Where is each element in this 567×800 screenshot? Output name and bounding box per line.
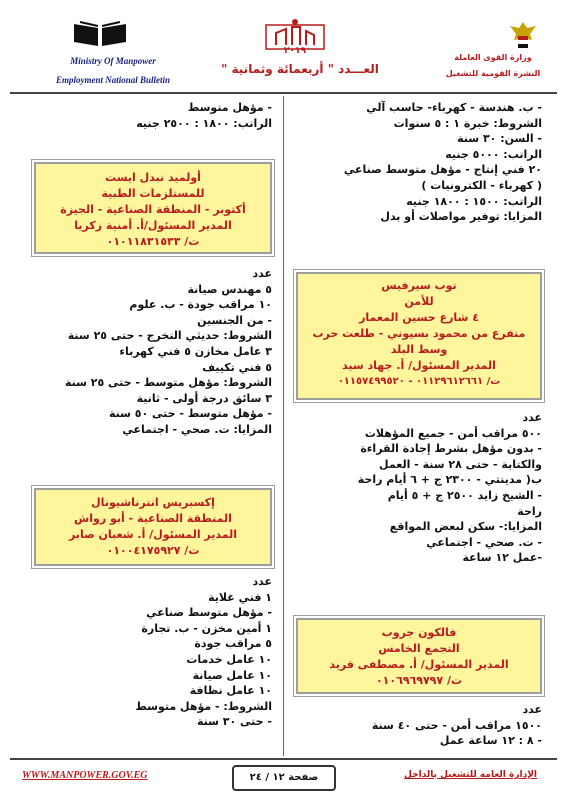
page-header (0, 0, 567, 92)
column-divider (283, 96, 284, 756)
text-line: ٥ فني تكييف (202, 360, 272, 374)
ministry-arabic: وزارة القوى العاملة (454, 53, 532, 62)
left-bottom-block (22, 574, 272, 730)
page-number: صفحة ١٢ / ٢٤ (232, 765, 336, 791)
text-line: والكتابة - حتى ٢٨ سنة - العمل (379, 457, 542, 471)
text-line: الشروط: خبرة ١ : ٥ سنوات (393, 116, 542, 130)
text-line: ٥ مهندس صيانة (187, 282, 272, 296)
ad-company-name: فالكون جروب (381, 626, 457, 639)
footer-organization: الإدارة العامة للتشغيل بالداخل (404, 770, 537, 780)
ad-company-name: أولميد نبدل ايست (105, 171, 201, 184)
text-line: - مؤهل متوسط (187, 101, 272, 114)
ad-line: أكتوبر - المنطقة الصناعية - الجيزة (60, 203, 246, 216)
ad-phone: ت/ ٠١٠٦٩٦٩٧٩٧ (375, 674, 463, 687)
ad-phone: ت/ ٠١٠١١٨٣١٥٣٣ (106, 235, 200, 248)
text-line: ( كهرباء - الكترونيات ) (421, 178, 542, 192)
ad-phone: ت/ ٠١١٢٩٦١٢٦٦١ - ٠١١٥٧٤٩٩٥٢٠ (337, 376, 501, 387)
bulletin-arabic: النشرة القومية للتشغيل (445, 69, 541, 78)
text-line: - ت. صحي - اجتماعي (426, 535, 542, 549)
text-line: - مؤهل متوسط صناعي (146, 606, 272, 620)
text-line: عدد (252, 575, 272, 588)
ad-line: ٤ شارع حسين المعمار (359, 311, 479, 324)
text-line: ٣ سائق درجة أولى - ثانية (136, 391, 272, 405)
ad-line: للأمن (404, 295, 434, 308)
text-line: المزايا: توفير مواصلات أو بدل (380, 210, 542, 224)
eagle-emblem (508, 20, 538, 54)
ad-line: للمستلزمات الطبية (101, 187, 205, 200)
text-line: - حتى ٣٠ سنة (196, 715, 272, 729)
text-line: ٥ مراقب جودة (194, 637, 272, 651)
ad-box-olmed (34, 162, 272, 254)
text-line: ١٠ عامل صيانة (192, 668, 272, 682)
ad-line: التجمع الخامس (378, 642, 460, 655)
ad-manager: المدير المسئول/ أ. مصطفى فريد (329, 658, 509, 671)
left-mid-block (22, 266, 272, 438)
text-line: ١٠ مراقب جودة - ب. علوم (129, 298, 272, 312)
ministry-english: Ministry Of Manpower (70, 56, 156, 66)
header-english-titles (28, 52, 198, 90)
text-line: - مؤهل متوسط - حتى ٥٠ سنة (108, 407, 272, 421)
text-line: الراتب: ٥٠٠٠ جنيه (445, 147, 542, 161)
text-line: ١ أمين مخزن - ب. تجارة (141, 621, 272, 635)
ad-line: متفرع من محمود بسيوني - طلعت حرب (312, 327, 526, 340)
text-line: ب( مدينتي - ٢٣٠٠ ج + ٦ أيام راحة (357, 473, 542, 487)
text-line: ١٥٠٠ مراقب أمن - حتى ٤٠ سنة (371, 718, 542, 732)
text-line: راحة (517, 504, 542, 518)
text-line: الشروط: مؤهل متوسط - حتى ٢٥ سنة (64, 376, 272, 390)
ad-line: المنطقة الصناعية - أبو رواش (74, 512, 232, 525)
header-arabic-titles (433, 50, 553, 82)
text-line: - من الجنسين (197, 313, 272, 327)
text-line: الشروط: حديثي التخرج - حتى ٢٥ سنة (67, 329, 272, 343)
text-line: عدد (522, 703, 542, 716)
ad-manager: المدير المسئول/ أ. جهاد سيد (342, 359, 496, 372)
open-book-logo (70, 18, 130, 48)
issue-number: العـــدد " أربعمائة وثمانية " (221, 62, 379, 76)
ad-box-top-service (296, 272, 542, 400)
bulletin-english: Employment National Bulletin (55, 75, 171, 85)
text-line: الشروط: - مؤهل متوسط (135, 699, 272, 713)
text-line: - السن: ٣٠ سنة (457, 132, 542, 146)
issue-year: ٢٠١٩ (284, 46, 306, 56)
ad-line: وسط البلد (390, 343, 448, 356)
footer-rule (10, 758, 557, 760)
text-line: المزايا:- سكن لبعض المواقع (389, 520, 542, 534)
right-mid-block (292, 410, 542, 566)
ad-phone: ت/ ٠١٠٠٤١٧٥٩٢٧ (106, 544, 200, 557)
text-line: - بدون مؤهل بشرط إجادة القراءة (360, 442, 542, 456)
text-line: ٣ عامل مخازن ٥ فني كهرباء (119, 344, 272, 358)
text-line: عدد (252, 267, 272, 280)
text-line: - ب. هندسة - كهرباء- حاسب آلي (366, 101, 542, 114)
header-rule (10, 92, 557, 94)
right-bottom-block (292, 702, 542, 749)
text-line: الراتب: ١٥٠٠ : ١٨٠٠ جنيه (406, 194, 542, 208)
text-line: ١ فني غلاية (208, 590, 272, 604)
ad-box-falcon-group (296, 618, 542, 694)
ad-manager: المدير المسئول/ أ. شعبان صابر (68, 528, 238, 541)
text-line: - الشيخ زايد ٢٥٠٠ ج + ٥ أيام (387, 488, 542, 502)
text-line: المزايا: ت. صحي - اجتماعي (122, 422, 272, 436)
ad-box-express-international (34, 488, 272, 566)
right-top-block (292, 100, 542, 225)
text-line: الراتب: ١٨٠٠ : ٢٥٠٠ جنيه (136, 116, 272, 130)
ad-company-name: إكسبريس انترناشيونال (91, 496, 215, 509)
text-line: عدد (522, 411, 542, 424)
text-line: ٢٠ فني إنتاج - مؤهل متوسط صناعي (343, 163, 542, 177)
text-line: -عمل ١٢ ساعة (462, 551, 542, 565)
website-link[interactable]: WWW.MANPOWER.GOV.EG (22, 770, 148, 781)
text-line: - ٨ : ١٢ ساعة عمل (439, 734, 542, 748)
ad-company-name: توب سيرفيس (381, 279, 457, 292)
text-line: ١٠ عامل خدمات (186, 652, 272, 666)
text-line: ١٠ عامل نظافة (189, 684, 272, 698)
ad-manager: المدير المسئول/أ. أمنية زكريا (74, 219, 232, 232)
left-top-block (22, 100, 272, 131)
text-line: ٥٠٠ مراقب أمن - جميع المؤهلات (364, 426, 542, 440)
